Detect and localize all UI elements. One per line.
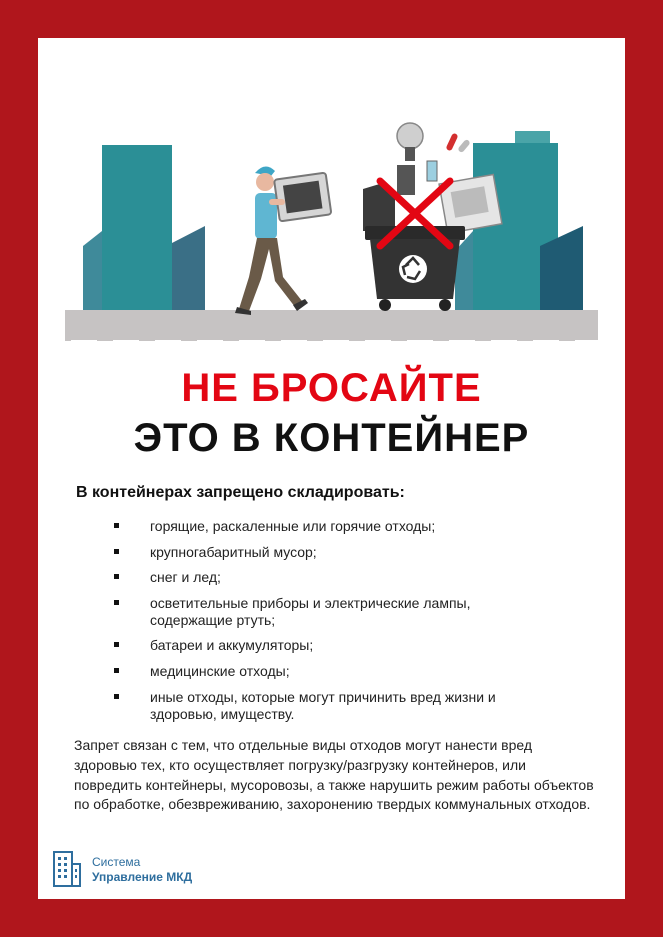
list-item: осветительные приборы и электрические лампы, содержащие ртуть;	[114, 595, 554, 629]
illustration	[65, 81, 598, 341]
list-item: крупногабаритный мусор;	[114, 544, 554, 561]
list-item: батареи и аккумуляторы;	[114, 637, 554, 654]
brand-name-line1: Система	[92, 855, 141, 869]
headline-warning: НЕ БРОСАЙТЕ	[181, 366, 482, 410]
list-item: медицинские отходы;	[114, 663, 554, 680]
list-item: горящие, раскаленные или горячие отходы;	[114, 518, 554, 535]
headline-subject: ЭТО В КОНТЕЙНЕР	[133, 416, 530, 460]
explanation-paragraph: Запрет связан с тем, что отдельные виды отходов могут нанести вред здоровью тех, кто осуществляет погрузку/разгрузку контейнеров, или повредить контейнеры, мусоровозы, а также нарушить режим работы объектов по обработке, обезвреживанию, захоронению твердых коммунальных отходов.	[74, 737, 594, 813]
brand-name-line2: Управление МКД	[92, 870, 193, 884]
list-item: снег и лед;	[114, 569, 554, 586]
trash-bin	[365, 226, 465, 311]
poster	[38, 38, 625, 899]
brand-logo	[52, 850, 252, 890]
prohibited-list	[114, 518, 554, 731]
forbidden-items	[363, 123, 502, 233]
list-item: иные отходы, которые могут причинить вред жизни и здоровью, имуществу.	[114, 689, 554, 723]
list-title: В контейнерах запрещено складировать:	[76, 484, 405, 501]
left-buildings	[83, 145, 205, 310]
building-icon	[52, 850, 82, 888]
worker-figure	[235, 166, 331, 315]
road	[65, 310, 598, 341]
